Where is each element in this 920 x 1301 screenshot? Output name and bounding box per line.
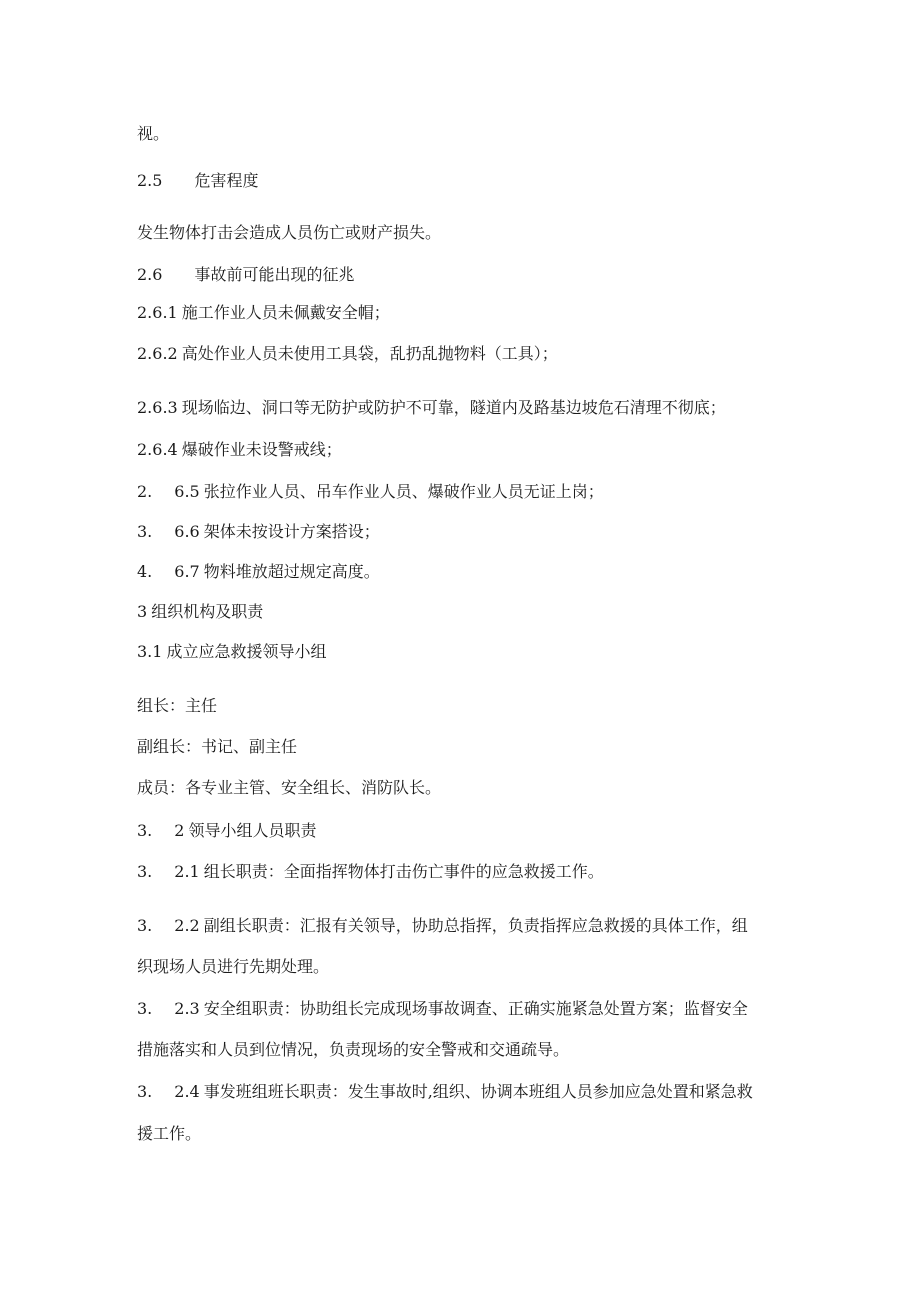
section-heading-2-5 — [137, 171, 258, 191]
section-number: 2.6 — [137, 265, 163, 284]
item-prefix: 2. — [137, 482, 153, 501]
item-prefix: 3. — [137, 862, 153, 881]
item-prefix: 3. — [137, 821, 153, 840]
members-line: 成员：各专业主管、安全组长、消防队长。 — [137, 778, 442, 797]
item-text: 事发班组班长职责：发生事故时,组织、协调本班组人员参加应急处置和紧急救 — [203, 1082, 753, 1101]
item-text: 副组长职责：汇报有关领导，协助总指挥，负责指挥应急救援的具体工作，组 — [203, 916, 748, 935]
item-text: 架体未按设计方案搭设； — [203, 522, 380, 541]
section-number: 3 — [137, 602, 148, 621]
section-heading-3-2 — [137, 821, 316, 841]
section-title: 成立应急救援领导小组 — [166, 642, 327, 661]
section-heading-3 — [137, 602, 263, 622]
section-title: 组织机构及职责 — [151, 602, 264, 621]
item-text: 现场临边、洞口等无防护或防护不可靠，隧道内及路基边坡危石清理不彻底； — [181, 398, 726, 417]
section-heading-3-1 — [137, 642, 326, 662]
item-number: 2.1 — [174, 862, 200, 881]
duty-item-2-2-continuation: 织现场人员进行先期处理。 — [137, 957, 330, 976]
item-number: 2.2 — [174, 916, 200, 935]
list-item-2-6-4 — [137, 440, 342, 460]
item-prefix: 3. — [137, 1082, 153, 1101]
item-number: 2.6.3 — [137, 398, 178, 417]
section-title: 领导小组人员职责 — [188, 821, 317, 840]
item-number: 2.6.2 — [137, 344, 178, 363]
list-item-6-5 — [137, 482, 604, 502]
item-prefix: 3. — [137, 916, 153, 935]
item-number: 2.6.4 — [137, 440, 178, 459]
duty-item-2-4-continuation: 援工作。 — [137, 1124, 202, 1143]
list-item-2-6-2 — [137, 344, 558, 364]
duty-item-2-3 — [137, 999, 748, 1019]
item-text: 张拉作业人员、吊车作业人员、爆破作业人员无证上岗； — [203, 482, 604, 501]
item-number: 2.4 — [174, 1082, 200, 1101]
team-leader-line: 组长：主任 — [137, 696, 218, 715]
section-number: 2.5 — [137, 171, 163, 190]
item-text: 高处作业人员未使用工具袋，乱扔乱抛物料（工具）； — [181, 344, 558, 363]
section-number: 3.1 — [137, 642, 163, 661]
duty-item-2-4 — [137, 1082, 753, 1102]
item-number: 6.5 — [174, 482, 200, 501]
item-text: 爆破作业未设警戒线； — [181, 440, 342, 459]
duty-item-2-1 — [137, 862, 604, 882]
list-item-2-6-3 — [137, 398, 726, 418]
list-item-2-6-1 — [137, 303, 390, 323]
item-number: 2.3 — [174, 999, 200, 1018]
item-prefix: 3. — [137, 522, 153, 541]
item-prefix: 3. — [137, 999, 153, 1018]
item-number: 6.6 — [174, 522, 200, 541]
paragraph-continuation: 视。 — [137, 124, 170, 143]
duty-item-2-2 — [137, 916, 748, 936]
paragraph: 发生物体打击会造成人员伤亡或财产损失。 — [137, 223, 442, 242]
duty-item-2-3-continuation: 措施落实和人员到位情况，负责现场的安全警戒和交通疏导。 — [137, 1040, 570, 1059]
item-text: 安全组职责：协助组长完成现场事故调查、正确实施紧急处置方案；监督安全 — [203, 999, 748, 1018]
item-prefix: 4. — [137, 562, 153, 581]
item-text: 施工作业人员未佩戴安全帽； — [181, 303, 390, 322]
item-number: 6.7 — [174, 562, 200, 581]
list-item-6-6 — [137, 522, 380, 542]
deputy-leader-line: 副组长：书记、副主任 — [137, 737, 298, 756]
list-item-6-7 — [137, 562, 380, 582]
section-heading-2-6 — [137, 265, 354, 285]
item-text: 组长职责：全面指挥物体打击伤亡事件的应急救援工作。 — [203, 862, 604, 881]
section-title: 事故前可能出现的征兆 — [194, 265, 355, 284]
section-title: 危害程度 — [194, 171, 259, 190]
section-number: 2 — [174, 821, 185, 840]
item-number: 2.6.1 — [137, 303, 178, 322]
item-text: 物料堆放超过规定高度。 — [203, 562, 380, 581]
